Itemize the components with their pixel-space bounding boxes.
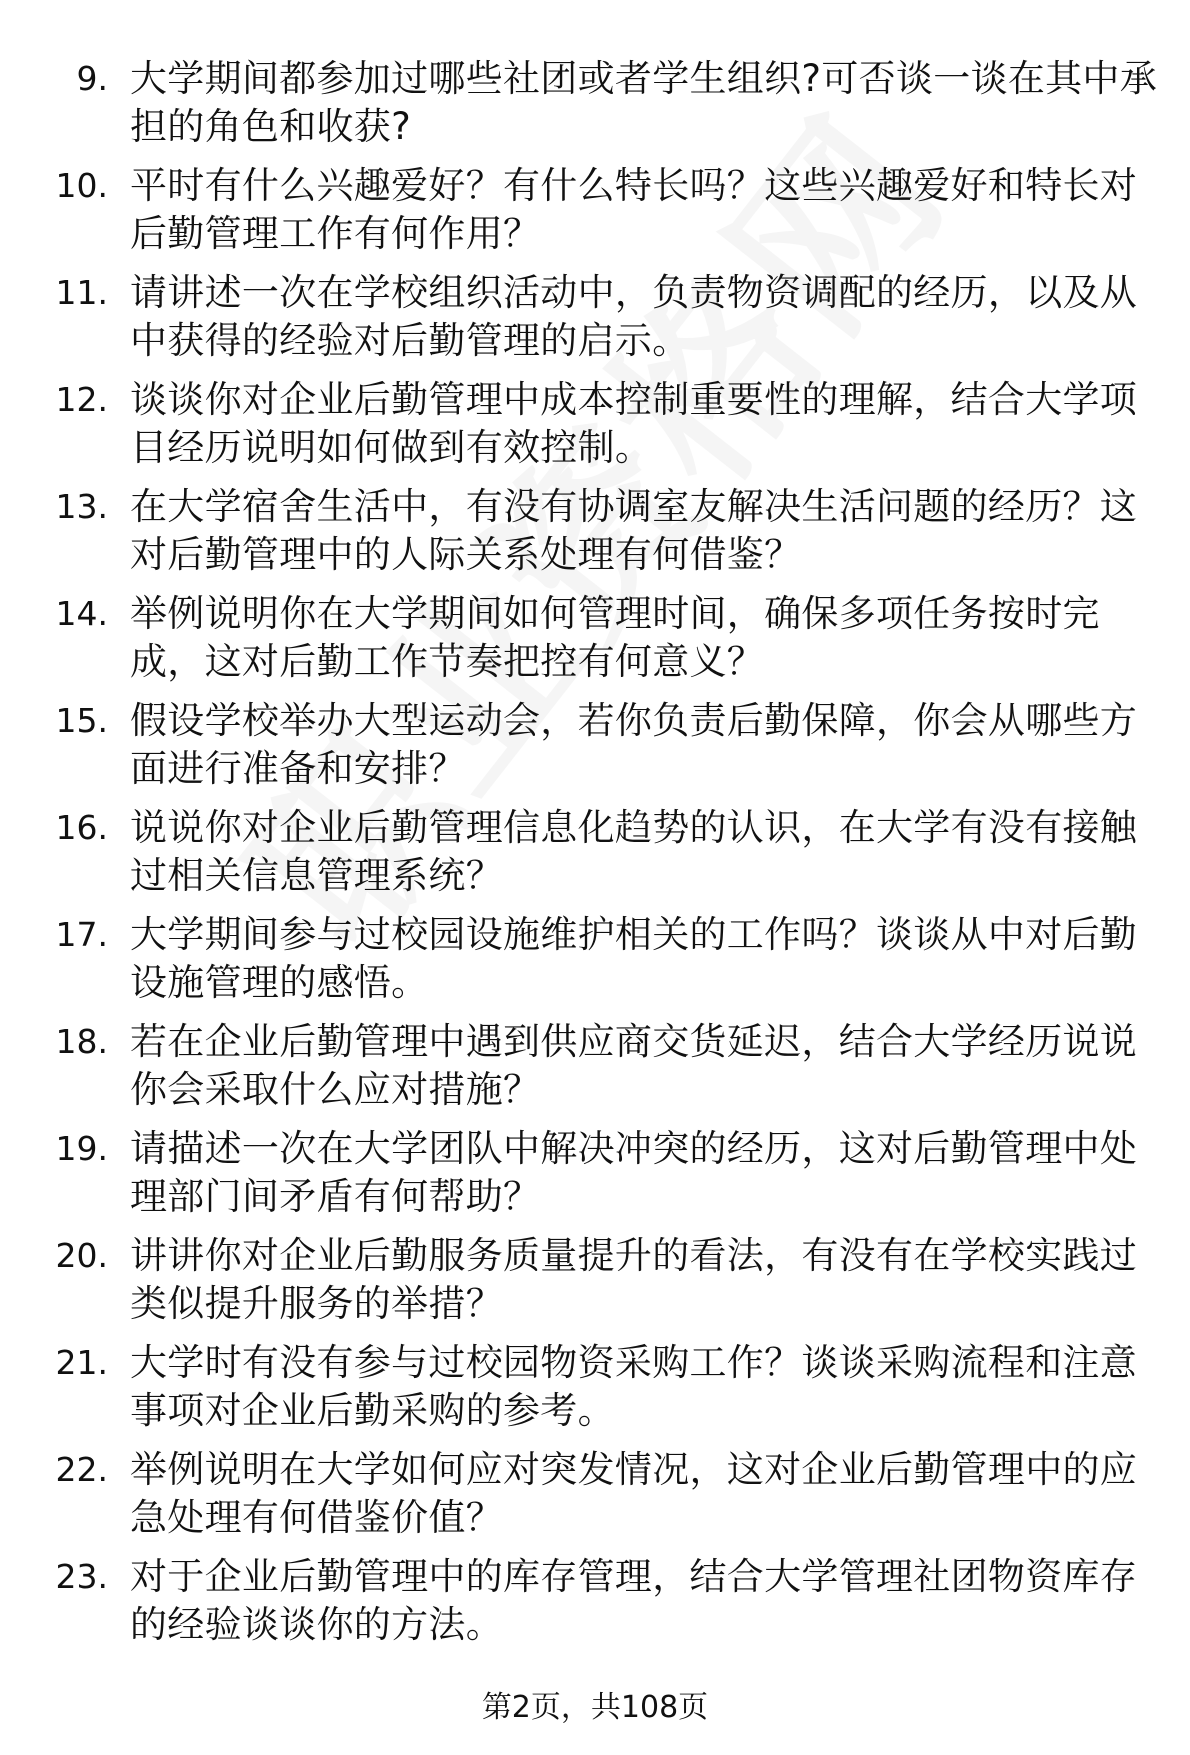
question-item-13 [0,483,1190,590]
question-item-22 [0,1446,1190,1553]
question-number: 20. [55,1236,108,1275]
question-number: 19. [55,1129,108,1168]
question-number: 14. [55,594,108,633]
question-number: 16. [55,808,108,847]
page-number-footer: 第2页，共108页 [481,1690,709,1725]
question-number: 12. [55,380,108,419]
question-text: 大学期间都参加过哪些社团或者学生组织?可否谈一谈在其中承担的角色和收获? [130,57,1158,148]
question-item-15 [0,697,1190,804]
question-number: 23. [55,1557,108,1596]
question-item-9 [0,55,1190,162]
question-number: 10. [55,166,108,205]
question-number: 9. [76,59,108,98]
question-item-11 [0,269,1190,376]
question-text: 平时有什么兴趣爱好？有什么特长吗？这些兴趣爱好和特长对后勤管理工作有何作用？ [130,164,1138,255]
question-text: 请描述一次在大学团队中解决冲突的经历，这对后勤管理中处理部门间矛盾有何帮助？ [130,1127,1138,1218]
question-text: 大学时有没有参与过校园物资采购工作？谈谈采购流程和注意事项对企业后勤采购的参考。 [130,1341,1138,1432]
question-item-18 [0,1018,1190,1125]
question-item-16 [0,804,1190,911]
question-text: 若在企业后勤管理中遇到供应商交货延迟，结合大学经历说说你会采取什么应对措施？ [130,1020,1138,1111]
question-number: 18. [55,1022,108,1061]
question-text: 假设学校举办大型运动会，若你负责后勤保障，你会从哪些方面进行准备和安排？ [130,699,1138,790]
question-number: 15. [55,701,108,740]
question-text: 大学期间参与过校园设施维护相关的工作吗？谈谈从中对后勤设施管理的感悟。 [130,913,1138,1004]
question-text: 举例说明你在大学期间如何管理时间，确保多项任务按时完成，这对后勤工作节奏把控有何意义？ [130,592,1100,683]
question-item-12 [0,376,1190,483]
question-number: 11. [55,273,108,312]
question-item-14 [0,590,1190,697]
question-text: 在大学宿舍生活中，有没有协调室友解决生活问题的经历？这对后勤管理中的人际关系处理有何借鉴？ [130,485,1138,576]
question-number: 21. [55,1343,108,1382]
question-item-10 [0,162,1190,269]
question-text: 对于企业后勤管理中的库存管理，结合大学管理社团物资库存的经验谈谈你的方法。 [130,1555,1138,1646]
question-number: 13. [55,487,108,526]
question-text: 举例说明在大学如何应对突发情况，这对企业后勤管理中的应急处理有何借鉴价值？ [130,1448,1138,1539]
question-item-17 [0,911,1190,1018]
question-text: 请讲述一次在学校组织活动中，负责物资调配的经历，以及从中获得的经验对后勤管理的启示。 [130,271,1138,362]
question-number: 17. [55,915,108,954]
question-text: 讲讲你对企业后勤服务质量提升的看法，有没有在学校实践过类似提升服务的举措？ [130,1234,1138,1325]
question-text: 说说你对企业后勤管理信息化趋势的认识，在大学有没有接触过相关信息管理系统？ [130,806,1138,897]
question-text: 谈谈你对企业后勤管理中成本控制重要性的理解，结合大学项目经历说明如何做到有效控制。 [130,378,1138,469]
question-number: 22. [55,1450,108,1489]
question-item-19 [0,1125,1190,1232]
question-item-23 [0,1553,1190,1660]
question-item-21 [0,1339,1190,1446]
question-item-20 [0,1232,1190,1339]
question-list [0,55,1190,1660]
